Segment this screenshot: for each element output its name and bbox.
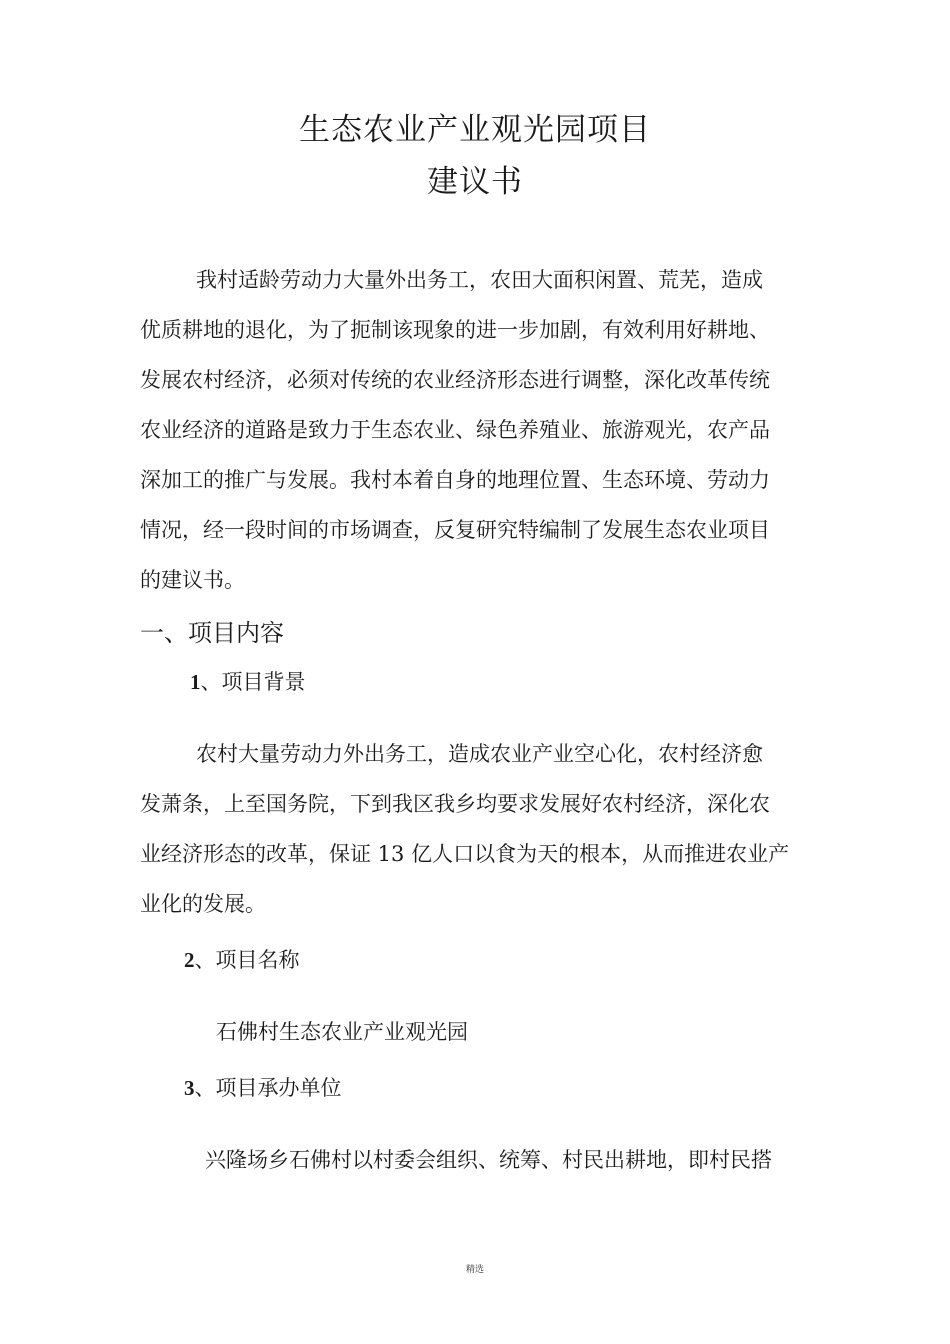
section-heading: 一、项目内容: [140, 619, 284, 647]
page-footer: 精选: [465, 1265, 484, 1275]
paragraph-line: 发展农村经济，必须对传统的农业经济形态进行调整，深化改革传统: [140, 368, 770, 392]
subsection-number: 1: [190, 670, 201, 694]
paragraph-line: 农村大量劳动力外出务工，造成农业产业空心化，农村经济愈: [196, 742, 763, 766]
paragraph-line: 业化的发展。: [140, 892, 266, 916]
paragraph-line: 的建议书。: [140, 568, 245, 592]
subsection-label: 、项目承办单位: [194, 1076, 342, 1100]
organizer-text: 兴隆场乡石佛村以村委会组织、统筹、村民出耕地，即村民搭: [205, 1148, 772, 1172]
intro-paragraph: [140, 262, 820, 612]
paragraph-line: 发萧条，上至国务院，下到我区我乡均要求发展好农村经济，深化农: [140, 792, 770, 816]
paragraph-line: 优质耕地的退化，为了扼制该现象的进一步加剧，有效利用好耕地、: [140, 318, 770, 342]
project-name: 石佛村生态农业产业观光园: [216, 1020, 468, 1044]
subsection-heading-name: [184, 944, 300, 974]
subsection-heading-background: [190, 666, 306, 696]
document-title: 生态农业产业观光园项目: [299, 112, 651, 148]
subsection-number: 3: [184, 1076, 195, 1100]
background-paragraph: [140, 736, 820, 936]
paragraph-line: 业经济形态的改革，保证 13 亿人口以食为天的根本，从而推进农业产: [140, 842, 790, 866]
paragraph-line: 农业经济的道路是致力于生态农业、绿色养殖业、旅游观光，农产品: [140, 418, 770, 442]
paragraph-line: 深加工的推广与发展。我村本着自身的地理位置、生态环境、劳动力: [140, 468, 770, 492]
subsection-label: 、项目名称: [194, 948, 300, 972]
subsection-number: 2: [184, 948, 195, 972]
subsection-heading-organizer: [184, 1072, 342, 1102]
paragraph-line: 我村适龄劳动力大量外出务工，农田大面积闲置、荒芜，造成: [196, 268, 763, 292]
paragraph-line: 情况，经一段时间的市场调查，反复研究特编制了发展生态农业项目: [140, 518, 770, 542]
subsection-label: 、项目背景: [200, 670, 306, 694]
document-subtitle: 建议书: [427, 164, 523, 200]
